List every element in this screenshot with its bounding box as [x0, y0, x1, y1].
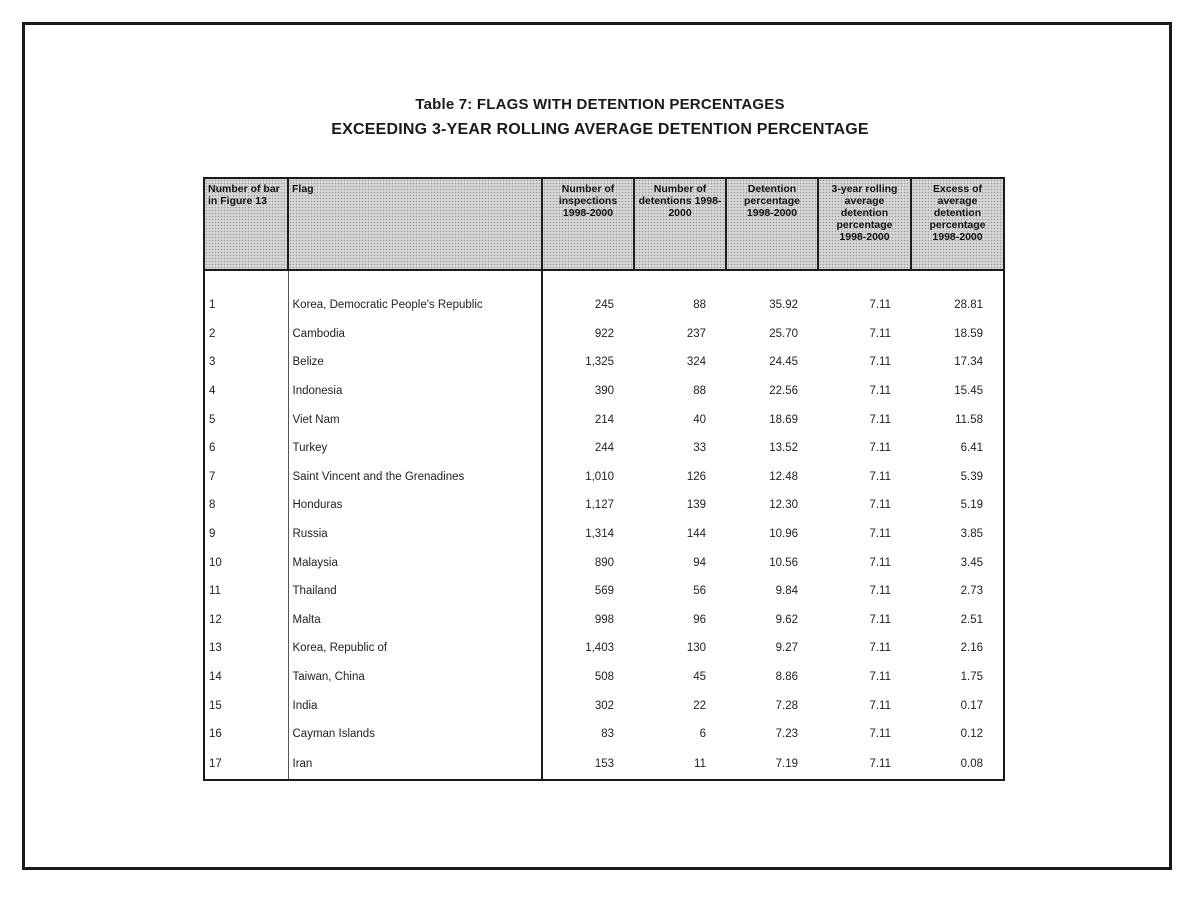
rolling-average-cell: 7.11: [869, 327, 891, 340]
rolling-average-cell: 7.11: [869, 356, 891, 369]
excess-cell: 28.81: [954, 299, 983, 312]
detention-percentage-cell: 12.48: [769, 470, 798, 483]
detention-percentage-cell: 25.70: [769, 327, 798, 340]
col-header-detentions: Number of detentions 1998-2000: [634, 178, 726, 270]
flag-cell: Indonesia: [288, 377, 542, 406]
rolling-average-cell: 7.11: [869, 642, 891, 655]
excess-cell: 5.19: [960, 499, 983, 512]
rolling-average-cell: 7.11: [869, 413, 891, 426]
col-header-detention-percentage: Detention percentage 1998-2000: [726, 178, 818, 270]
inspections-cell: 302: [594, 699, 614, 712]
detentions-cell: 94: [693, 556, 706, 569]
bar-number-cell: 16: [204, 720, 288, 749]
rolling-average-cell: 7.11: [869, 299, 891, 312]
inspections-cell: 890: [594, 556, 614, 569]
excess-cell: 2.16: [960, 642, 983, 655]
flag-cell: Viet Nam: [288, 405, 542, 434]
detention-percentage-cell: 9.84: [775, 585, 798, 598]
flag-cell: Iran: [288, 749, 542, 780]
bar-number-cell: 3: [204, 348, 288, 377]
flag-cell: Thailand: [288, 577, 542, 606]
detention-percentage-cell: 10.96: [769, 528, 798, 541]
detentions-cell: 45: [693, 671, 706, 684]
bar-number-cell: 12: [204, 606, 288, 635]
table-row: [204, 520, 1004, 549]
detentions-cell: 324: [686, 356, 706, 369]
table-row: [204, 577, 1004, 606]
inspections-cell: 214: [594, 413, 614, 426]
inspections-cell: 508: [594, 671, 614, 684]
rolling-average-cell: 7.11: [869, 385, 891, 398]
rolling-average-cell: 7.11: [869, 556, 891, 569]
detentions-cell: 96: [693, 613, 706, 626]
rolling-average-cell: 7.11: [869, 728, 891, 741]
table-row: [204, 720, 1004, 749]
rolling-average-cell: 7.11: [869, 757, 891, 770]
detention-percentage-cell: 9.62: [775, 613, 798, 626]
table-row: [204, 377, 1004, 406]
bar-number-cell: 2: [204, 320, 288, 349]
flag-cell: Taiwan, China: [288, 663, 542, 692]
table-row: [204, 291, 1004, 320]
bar-number-cell: 15: [204, 691, 288, 720]
bar-number-cell: 11: [204, 577, 288, 606]
excess-cell: 11.58: [955, 413, 983, 426]
flag-cell: Korea, Democratic People's Republic: [288, 291, 542, 320]
detention-percentage-cell: 10.56: [769, 556, 798, 569]
detention-percentage-cell: 9.27: [775, 642, 798, 655]
table-row: [204, 663, 1004, 692]
detention-percentage-cell: 7.23: [775, 728, 798, 741]
inspections-cell: 922: [594, 327, 614, 340]
excess-cell: 18.59: [954, 327, 983, 340]
inspections-cell: 245: [594, 299, 614, 312]
rolling-average-cell: 7.11: [869, 671, 891, 684]
detentions-cell: 56: [693, 585, 706, 598]
bar-number-cell: 17: [204, 749, 288, 780]
inspections-cell: 83: [601, 728, 614, 741]
col-header-bar-number: Number of bar in Figure 13: [204, 178, 288, 270]
inspections-cell: 1,010: [585, 470, 614, 483]
flag-cell: Malta: [288, 606, 542, 635]
excess-cell: 2.73: [960, 585, 983, 598]
excess-cell: 17.34: [954, 356, 983, 369]
detentions-cell: 88: [693, 299, 706, 312]
col-header-excess: Excess of average detention percentage 1998-2000: [911, 178, 1004, 270]
detentions-cell: 144: [686, 528, 706, 541]
detention-percentage-cell: 35.92: [769, 299, 798, 312]
detentions-cell: 139: [686, 499, 706, 512]
flag-cell: Malaysia: [288, 548, 542, 577]
rolling-average-cell: 7.11: [869, 528, 891, 541]
col-header-flag: Flag: [288, 178, 542, 270]
inspections-cell: 1,314: [585, 528, 614, 541]
table-row: [204, 634, 1004, 663]
flag-cell: Saint Vincent and the Grenadines: [288, 463, 542, 492]
table-row: [204, 548, 1004, 577]
rolling-average-cell: 7.11: [869, 613, 891, 626]
bar-number-cell: 9: [204, 520, 288, 549]
header-row: [204, 178, 1004, 270]
table-row: [204, 463, 1004, 492]
inspections-cell: 1,403: [585, 642, 614, 655]
detentions-cell: 33: [693, 442, 706, 455]
rolling-average-cell: 7.11: [869, 585, 891, 598]
bar-number-cell: 13: [204, 634, 288, 663]
header-spacer: [204, 270, 1004, 291]
flag-cell: Turkey: [288, 434, 542, 463]
bar-number-cell: 8: [204, 491, 288, 520]
detention-percentage-cell: 7.19: [775, 757, 798, 770]
excess-cell: 2.51: [960, 613, 983, 626]
bar-number-cell: 14: [204, 663, 288, 692]
table-row: [204, 606, 1004, 635]
detention-percentage-cell: 18.69: [769, 413, 798, 426]
flag-cell: Cayman Islands: [288, 720, 542, 749]
flag-cell: Honduras: [288, 491, 542, 520]
flag-cell: India: [288, 691, 542, 720]
detention-percentage-cell: 12.30: [769, 499, 798, 512]
inspections-cell: 390: [594, 385, 614, 398]
detentions-cell: 237: [686, 327, 706, 340]
bar-number-cell: 5: [204, 405, 288, 434]
excess-cell: 0.12: [960, 728, 983, 741]
col-header-inspections: Number of inspections 1998-2000: [542, 178, 634, 270]
table-row: [204, 434, 1004, 463]
table-row: [204, 320, 1004, 349]
table-row: [204, 348, 1004, 377]
excess-cell: 15.45: [954, 385, 983, 398]
bar-number-cell: 4: [204, 377, 288, 406]
bar-number-cell: 1: [204, 291, 288, 320]
inspections-cell: 1,127: [585, 499, 614, 512]
excess-cell: 5.39: [960, 470, 983, 483]
detention-percentage-cell: 7.28: [775, 699, 798, 712]
flag-cell: Russia: [288, 520, 542, 549]
detentions-cell: 126: [686, 470, 706, 483]
rolling-average-cell: 7.11: [869, 442, 891, 455]
col-header-rolling-average: 3-year rolling average detention percentage 1998-2000: [818, 178, 911, 270]
detention-percentage-cell: 8.86: [775, 671, 798, 684]
bar-number-cell: 10: [204, 548, 288, 577]
detentions-cell: 88: [693, 385, 706, 398]
detention-percentage-cell: 22.56: [769, 385, 798, 398]
table-row: [204, 691, 1004, 720]
detentions-cell: 6: [699, 728, 706, 741]
inspections-cell: 153: [594, 757, 614, 770]
inspections-cell: 1,325: [585, 356, 614, 369]
excess-cell: 3.85: [960, 528, 983, 541]
inspections-cell: 998: [594, 613, 614, 626]
excess-cell: 0.08: [960, 757, 983, 770]
table-row: [204, 749, 1004, 780]
rolling-average-cell: 7.11: [869, 499, 891, 512]
excess-cell: 6.41: [960, 442, 983, 455]
flag-cell: Cambodia: [288, 320, 542, 349]
detentions-cell: 11: [694, 757, 706, 770]
excess-cell: 1.75: [960, 671, 983, 684]
excess-cell: 0.17: [960, 699, 983, 712]
excess-cell: 3.45: [960, 556, 983, 569]
table-row: [204, 491, 1004, 520]
flag-cell: Korea, Republic of: [288, 634, 542, 663]
detention-table: [203, 177, 1005, 781]
table-row: [204, 405, 1004, 434]
detention-percentage-cell: 24.45: [769, 356, 798, 369]
detentions-cell: 22: [693, 699, 706, 712]
table-subtitle: EXCEEDING 3-YEAR ROLLING AVERAGE DETENTION PERCENTAGE: [331, 121, 869, 138]
bar-number-cell: 7: [204, 463, 288, 492]
rolling-average-cell: 7.11: [869, 699, 891, 712]
rolling-average-cell: 7.11: [869, 470, 891, 483]
table-title: Table 7: FLAGS WITH DETENTION PERCENTAGES: [415, 96, 785, 113]
detentions-cell: 130: [686, 642, 706, 655]
detention-percentage-cell: 13.52: [769, 442, 798, 455]
inspections-cell: 569: [594, 585, 614, 598]
flag-cell: Belize: [288, 348, 542, 377]
bar-number-cell: 6: [204, 434, 288, 463]
detentions-cell: 40: [693, 413, 706, 426]
inspections-cell: 244: [594, 442, 614, 455]
